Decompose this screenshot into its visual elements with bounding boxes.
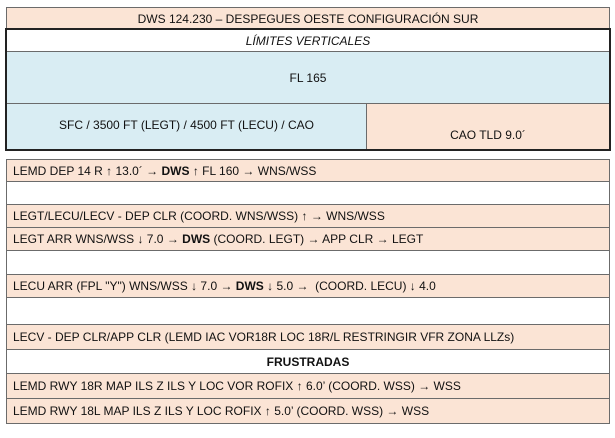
- frustradas-heading-text: FRUSTRADAS: [266, 354, 350, 369]
- procedure-row-lecv: [6, 324, 610, 350]
- lower-limit-text: SFC / 3500 FT (LEGT) / 4500 FT (LECU) / CAO: [59, 117, 314, 132]
- frustradas-heading: [6, 349, 610, 374]
- procedure-row-lemd-dep-dws: DWS: [161, 163, 190, 178]
- cao-cell: [366, 103, 610, 150]
- procedure-row-lecu-arr-dws: DWS: [235, 279, 264, 293]
- procedure-row-lecu-arr-pre: LECU ARR (FPL "Y") WNS/WSS ↓ 7.0 →: [13, 279, 236, 293]
- cao-text: CAO TLD 9.0´: [450, 128, 526, 142]
- procedure-row-legt-arr-post: (COORD. LEGT) → APP CLR → LEGT: [210, 232, 424, 246]
- frustrada-row-18r-text: LEMD RWY 18R MAP ILS Z ILS Y LOC VOR ROFIX ↑ 6.0’ (COORD. WSS) → WSS: [13, 379, 461, 393]
- upper-limit-cell: [6, 51, 610, 104]
- empty-row: [6, 250, 610, 275]
- frustrada-row-18l: [6, 398, 610, 424]
- procedure-row-legt-lecu-lecv-text: LEGT/LECU/LECV - DEP CLR (COORD. WNS/WSS) ↑ → WNS/WSS: [13, 209, 385, 223]
- empty-row: [6, 181, 610, 205]
- frustrada-row-18l-text: LEMD RWY 18L MAP ILS Z ILS Y LOC ROFIX ↑ 5.0’ (COORD. WSS) → WSS: [13, 404, 430, 418]
- procedure-row-lecu-arr-post: ↓ 5.0 → (COORD. LECU) ↓ 4.0: [263, 279, 436, 293]
- procedure-row-legt-arr-dws: DWS: [182, 232, 211, 246]
- lower-limit-cell: [6, 103, 367, 150]
- frustrada-row-18r: [6, 373, 610, 399]
- procedure-row-lecv-text: LECV - DEP CLR/APP CLR (LEMD IAC VOR18R LOC 18R/L RESTRINGIR VFR ZONA LLZs): [13, 330, 515, 344]
- procedure-row-legt-lecu-lecv: [6, 204, 610, 228]
- table-title: [6, 7, 610, 30]
- upper-limit-text: FL 165: [289, 70, 327, 85]
- procedure-row-legt-arr-pre: LEGT ARR WNS/WSS ↓ 7.0 →: [13, 232, 183, 246]
- procedure-row-legt-arr: [6, 227, 610, 251]
- procedure-row-lecu-arr: [6, 274, 610, 298]
- vertical-limits-heading: [6, 29, 610, 52]
- procedure-row-lemd-dep-pre: LEMD DEP 14 R ↑ 13.0´ →: [13, 163, 162, 178]
- table-title-text: DWS 124.230 – DESPEGUES OESTE CONFIGURACIÓN SUR: [137, 11, 479, 26]
- procedure-row-lemd-dep: [6, 159, 610, 182]
- procedure-row-lemd-dep-post: ↑ FL 160 → WNS/WSS: [189, 163, 317, 178]
- vertical-limits-heading-text: LÍMITES VERTICALES: [245, 33, 371, 48]
- empty-row: [6, 297, 610, 325]
